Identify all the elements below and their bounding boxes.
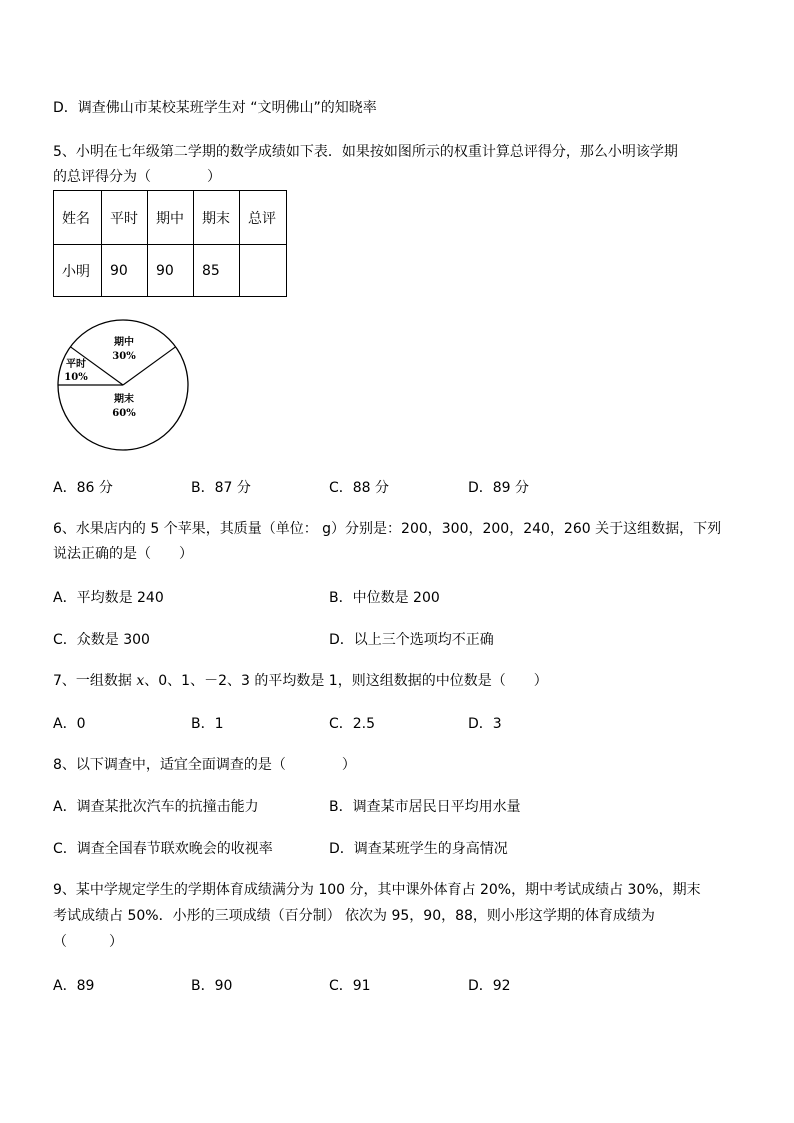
table-cell: 90 bbox=[102, 245, 148, 297]
pie-label-daily: 平时 bbox=[66, 359, 86, 370]
q5-stem-line2: 的总评得分为（ ） bbox=[53, 169, 221, 185]
table-cell: 姓名 bbox=[54, 191, 102, 245]
q9-option-b: B．90 bbox=[191, 978, 233, 994]
table-header-row bbox=[54, 191, 287, 245]
q6-stem-line1: 6、水果店内的 5 个苹果，其质量（单位： g）分别是：200，300，200，240，260 关于这组数据，下列 bbox=[53, 521, 722, 537]
q7-stem-suffix: 、0、1、－2、3 的平均数是 1，则这组数据的中位数是（ ） bbox=[144, 673, 548, 689]
pie-label-midterm: 期中 bbox=[114, 337, 134, 348]
weight-pie-chart bbox=[56, 318, 192, 454]
q7-option-d: D．3 bbox=[468, 716, 502, 732]
table-cell: 小明 bbox=[54, 245, 102, 297]
q6-stem-line2: 说法正确的是（ ） bbox=[53, 546, 193, 562]
table-cell: 期末 bbox=[194, 191, 240, 245]
q4-option-d: D．调查佛山市某校某班学生对 “文明佛山”的知晓率 bbox=[53, 100, 377, 116]
q6-option-b: B．中位数是 200 bbox=[329, 590, 440, 606]
q7-option-c: C．2.5 bbox=[329, 716, 376, 732]
table-cell: 85 bbox=[194, 245, 240, 297]
q7-option-a: A．0 bbox=[53, 716, 86, 732]
q5-option-a: A．86 分 bbox=[53, 480, 113, 496]
q9-stem-line2: 考试成绩占 50%．小彤的三项成绩（百分制） 依次为 95，90，88，则小彤这学期的体育成绩为 bbox=[53, 908, 655, 924]
q6-option-c: C．众数是 300 bbox=[53, 632, 150, 648]
pie-pct-midterm: 30% bbox=[112, 351, 136, 362]
q9-option-c: C．91 bbox=[329, 978, 371, 994]
q7-stem bbox=[53, 671, 548, 691]
table-cell: 总评 bbox=[240, 191, 287, 245]
table-cell bbox=[240, 245, 287, 297]
q7-stem-prefix: 7、一组数据 bbox=[53, 673, 137, 689]
pie-label-final: 期末 bbox=[114, 394, 134, 405]
q9-option-a: A．89 bbox=[53, 978, 95, 994]
q8-option-c: C．调查全国春节联欢晚会的收视率 bbox=[53, 841, 273, 857]
q8-option-a: A．调查某批次汽车的抗撞击能力 bbox=[53, 799, 259, 815]
pie-pct-daily: 10% bbox=[64, 372, 88, 383]
table-row bbox=[54, 245, 287, 297]
q6-option-d: D．以上三个选项均不正确 bbox=[329, 632, 494, 648]
q9-stem-line3: （ ） bbox=[53, 934, 123, 950]
q7-variable: x bbox=[136, 673, 145, 689]
q5-option-b: B．87 分 bbox=[191, 480, 251, 496]
q8-option-b: B．调查某市居民日平均用水量 bbox=[329, 799, 521, 815]
table-cell: 期中 bbox=[148, 191, 194, 245]
q8-option-d: D．调查某班学生的身高情况 bbox=[329, 841, 508, 857]
pie-pct-final: 60% bbox=[112, 408, 136, 419]
q5-stem-line1: 5、小明在七年级第二学期的数学成绩如下表．如果按如图所示的权重计算总评得分，那么小明该学期 bbox=[53, 144, 678, 160]
q8-stem: 8、以下调查中，适宜全面调查的是（ ） bbox=[53, 757, 356, 773]
q7-option-b: B．1 bbox=[191, 716, 224, 732]
score-table bbox=[53, 190, 287, 297]
q9-stem-line1: 9、某中学规定学生的学期体育成绩满分为 100 分，其中课外体育占 20%，期中考试成绩占 30%，期末 bbox=[53, 882, 701, 898]
table-cell: 平时 bbox=[102, 191, 148, 245]
q5-option-c: C．88 分 bbox=[329, 480, 390, 496]
q9-option-d: D．92 bbox=[468, 978, 511, 994]
table-cell: 90 bbox=[148, 245, 194, 297]
q5-option-d: D．89 分 bbox=[468, 480, 530, 496]
q6-option-a: A．平均数是 240 bbox=[53, 590, 164, 606]
